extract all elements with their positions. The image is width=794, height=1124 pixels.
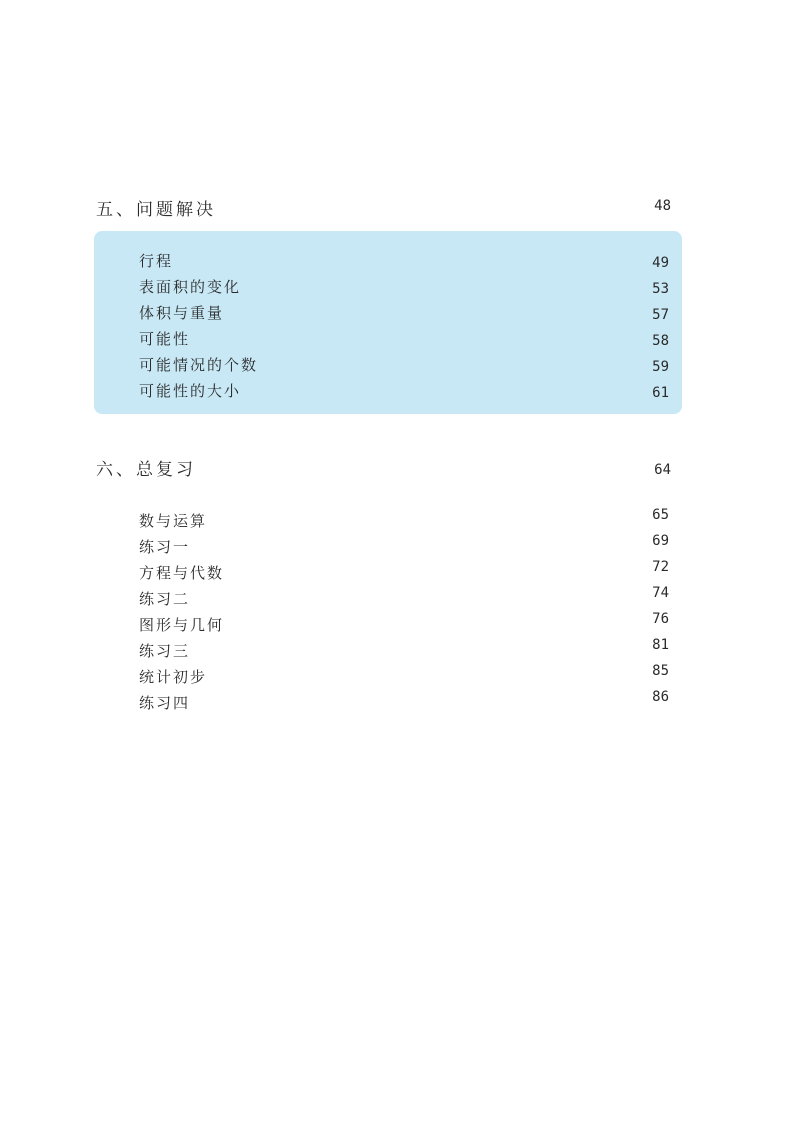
entry-page-number: 69 (652, 533, 669, 549)
entry-title: 体积与重量 (139, 304, 225, 322)
chapter-page-number: 48 (654, 198, 671, 214)
entry-page-number: 65 (652, 507, 669, 523)
toc-entry[interactable] (139, 300, 669, 326)
entry-title: 练习四 (139, 694, 191, 712)
toc-entry[interactable] (139, 664, 669, 690)
toc-entry[interactable] (139, 248, 669, 274)
entry-title: 行程 (139, 252, 174, 270)
entry-title: 可能性的大小 (139, 382, 242, 400)
entry-title: 可能性 (139, 330, 191, 348)
toc-entry[interactable] (139, 560, 669, 586)
toc-entry[interactable] (139, 638, 669, 664)
entry-title: 数与运算 (139, 512, 208, 530)
toc-chapter-5[interactable] (96, 196, 671, 224)
chapter-title: 五、问题解决 (96, 200, 216, 220)
toc-entry[interactable] (139, 352, 669, 378)
entry-page-number: 85 (652, 663, 669, 679)
entry-page-number: 59 (652, 359, 669, 375)
entry-page-number: 57 (652, 307, 669, 323)
entry-title: 表面积的变化 (139, 278, 242, 296)
entry-page-number: 74 (652, 585, 669, 601)
entry-page-number: 81 (652, 637, 669, 653)
entry-page-number: 76 (652, 611, 669, 627)
toc-entry[interactable] (139, 508, 669, 534)
toc-chapter-6[interactable] (96, 456, 671, 484)
entry-title: 图形与几何 (139, 616, 225, 634)
chapter-page-number: 64 (654, 462, 671, 478)
entry-page-number: 58 (652, 333, 669, 349)
toc-entry[interactable] (139, 612, 669, 638)
entry-title: 练习三 (139, 642, 191, 660)
entry-page-number: 72 (652, 559, 669, 575)
entry-title: 练习二 (139, 590, 191, 608)
entry-page-number: 53 (652, 281, 669, 297)
toc-entry[interactable] (139, 690, 669, 716)
entry-title: 可能情况的个数 (139, 356, 259, 374)
toc-entry[interactable] (139, 378, 669, 404)
entry-title: 方程与代数 (139, 564, 225, 582)
entry-title: 统计初步 (139, 668, 208, 686)
toc-entry[interactable] (139, 274, 669, 300)
toc-entry[interactable] (139, 586, 669, 612)
entry-page-number: 61 (652, 385, 669, 401)
toc-entry[interactable] (139, 326, 669, 352)
entry-title: 练习一 (139, 538, 191, 556)
toc-entry[interactable] (139, 534, 669, 560)
entry-page-number: 86 (652, 689, 669, 705)
entry-page-number: 49 (652, 255, 669, 271)
chapter-title: 六、总复习 (96, 460, 196, 480)
